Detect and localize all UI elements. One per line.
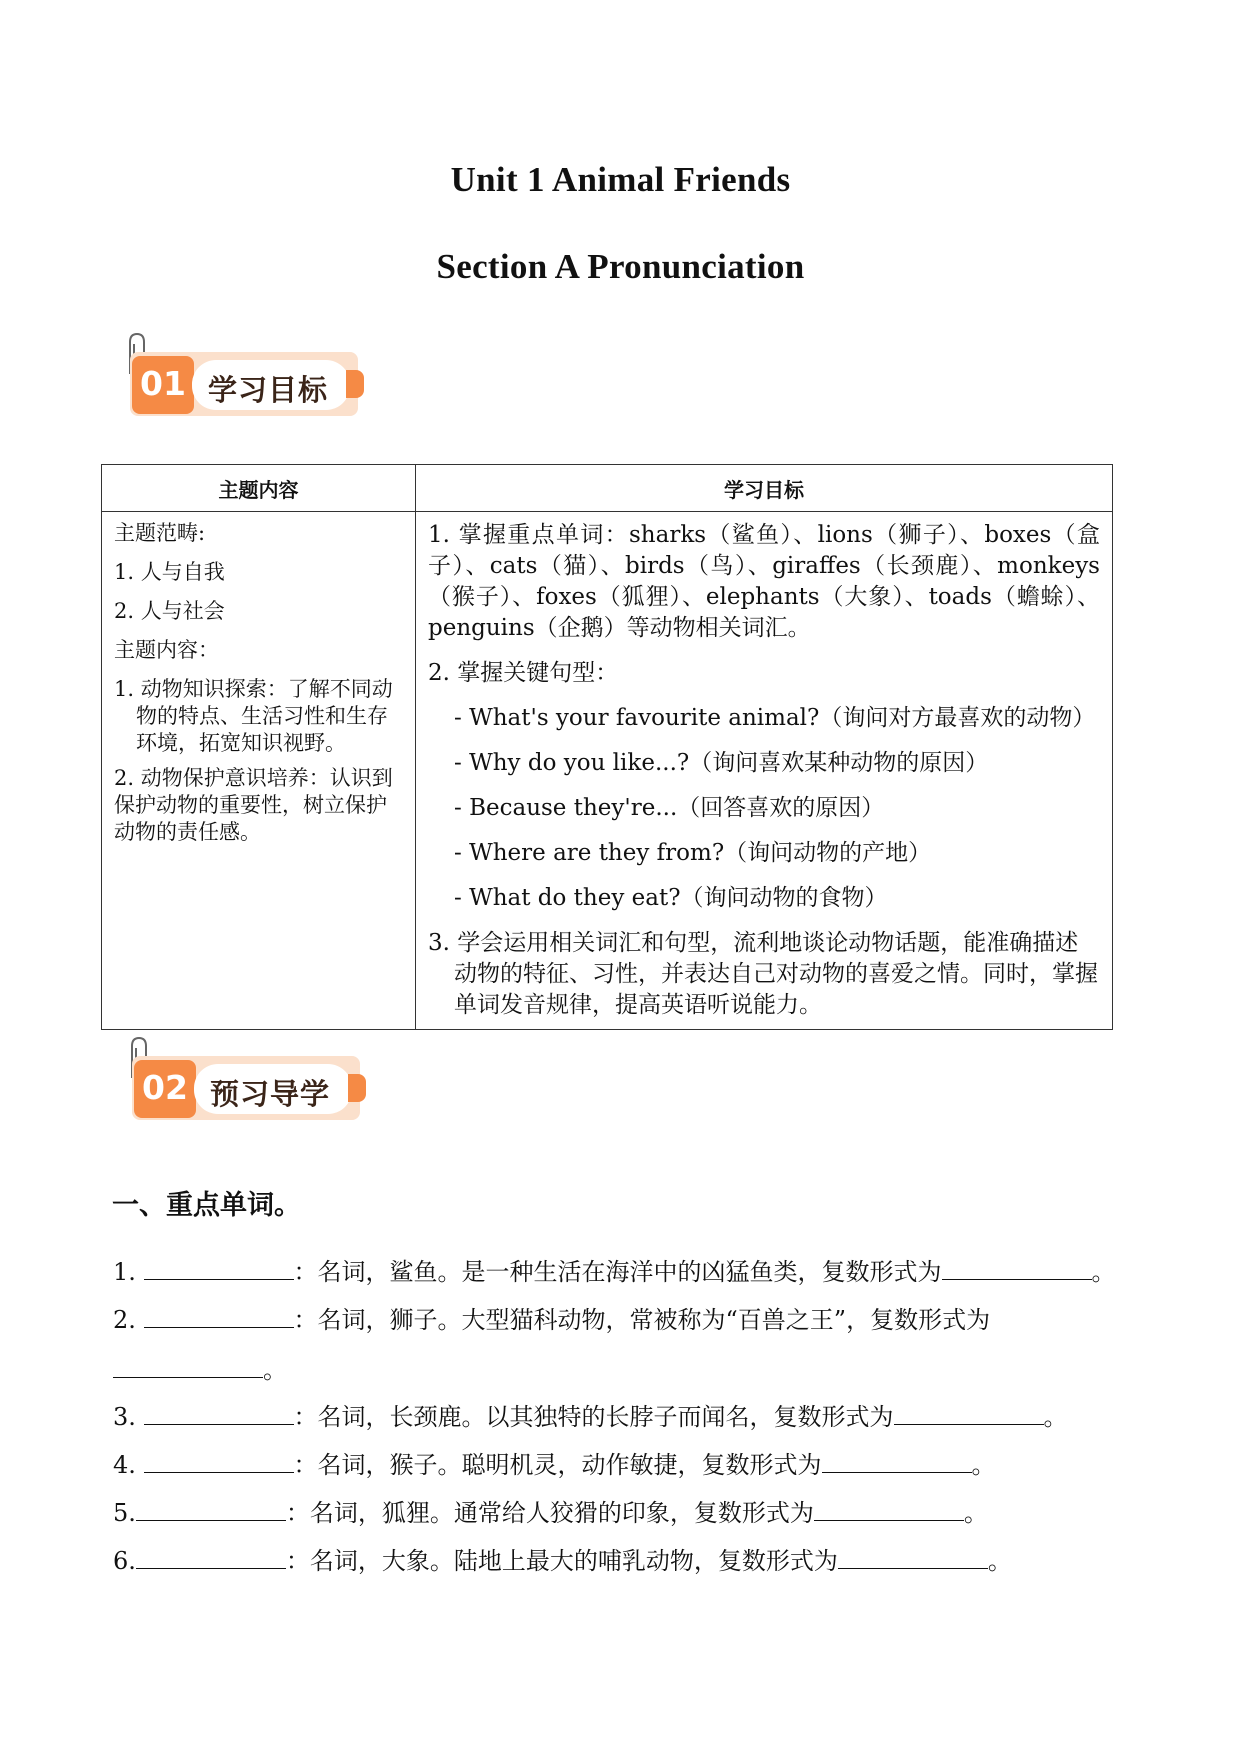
goals-cell	[416, 512, 1113, 1030]
vocab-number: 6.	[113, 1547, 136, 1575]
topic-content-item: 2. 动物保护意识培养：认识到保护动物的重要性，树立保护动物的责任感。	[114, 766, 393, 844]
goals-table	[101, 464, 1113, 1030]
badge-number: 02	[142, 1068, 188, 1107]
goal-item: 1. 掌握重点单词：sharks（鲨鱼）、lions（狮子）、boxes（盒子）、cats（猫）、birds（鸟）、giraffes（长颈鹿）、monkeys（猴子）、foxes（狐狸）、elephants（大象）、toads（蟾蜍）、penguins（企鹅）等动物相关词汇。	[428, 522, 1100, 641]
goal-item: 2. 掌握关键句型：	[428, 660, 619, 686]
vocab-definition: ：名词，长颈鹿。以其独特的长脖子而闻名，复数形式为	[293, 1403, 894, 1431]
plural-blank[interactable]	[822, 1450, 972, 1473]
vocab-number: 1.	[113, 1258, 144, 1286]
vocab-number: 3.	[113, 1403, 144, 1431]
page-title: Unit 1 Animal Friends	[450, 160, 791, 199]
answer-blank[interactable]	[144, 1257, 294, 1280]
plural-blank[interactable]	[838, 1546, 988, 1569]
sentence-pattern: - What do they eat?（询问动物的食物）	[454, 885, 888, 911]
topic-content-item: 1. 动物知识探索：了解不同动物的特点、生活习性和生存环境，拓宽知识视野。	[114, 677, 393, 755]
sentence-pattern: - Why do you like...?（询问喜欢某种动物的原因）	[454, 750, 989, 776]
sentence-pattern: - Where are they from?（询问动物的产地）	[454, 840, 932, 866]
vocab-end: 。	[963, 1499, 988, 1527]
plural-blank[interactable]	[814, 1498, 964, 1521]
vocab-item	[113, 1252, 1116, 1287]
vocab-end: 。	[987, 1547, 1012, 1575]
vocab-definition: ：名词，狮子。大型猫科动物，常被称为“百兽之王”，复数形式为	[293, 1306, 991, 1334]
answer-blank[interactable]	[136, 1546, 286, 1569]
topic-category-label: 主题范畴:	[114, 521, 206, 545]
badge-number: 01	[140, 364, 186, 403]
page-subtitle: Section A Pronunciation	[436, 247, 805, 286]
topic-cell	[102, 512, 416, 1030]
badge-notch	[346, 370, 364, 398]
badge-label: 学习目标	[208, 373, 329, 407]
topic-content-label: 主题内容：	[114, 638, 219, 662]
vocab-item-continuation	[113, 1350, 287, 1385]
section-badge-preview	[122, 1034, 372, 1134]
vocab-item	[113, 1541, 1012, 1576]
vocab-item	[113, 1493, 988, 1528]
vocab-number: 2.	[113, 1306, 144, 1334]
vocab-item	[113, 1397, 1068, 1432]
vocab-end: 。	[1091, 1258, 1116, 1286]
vocab-end: 。	[1043, 1403, 1068, 1431]
vocab-heading: 一、重点单词。	[112, 1190, 301, 1221]
topic-category-item: 1. 人与自我	[114, 560, 225, 584]
vocab-definition: ：名词，狐狸。通常给人狡猾的印象，复数形式为	[285, 1499, 814, 1527]
table-header-row	[102, 465, 1113, 512]
vocab-definition: ：名词，猴子。聪明机灵，动作敏捷，复数形式为	[293, 1451, 822, 1479]
vocab-item	[113, 1300, 990, 1335]
vocab-end: 。	[971, 1451, 996, 1479]
sentence-pattern: - What's your favourite animal?（询问对方最喜欢的动物）	[454, 705, 1096, 731]
vocab-definition: ：名词，鲨鱼。是一种生活在海洋中的凶猛鱼类，复数形式为	[293, 1258, 942, 1286]
answer-blank[interactable]	[144, 1402, 294, 1425]
plural-blank[interactable]	[942, 1257, 1092, 1280]
badge-notch	[348, 1074, 366, 1102]
answer-blank[interactable]	[144, 1450, 294, 1473]
answer-blank[interactable]	[144, 1305, 294, 1328]
plural-blank[interactable]	[894, 1402, 1044, 1425]
table-row	[102, 512, 1113, 1030]
answer-blank[interactable]	[136, 1498, 286, 1521]
vocab-definition: ：名词，大象。陆地上最大的哺乳动物，复数形式为	[285, 1547, 838, 1575]
vocab-number: 5.	[113, 1499, 136, 1527]
vocab-item	[113, 1445, 996, 1480]
goal-item: 3. 学会运用相关词汇和句型，流利地谈论动物话题，能准确描述动物的特征、习性，并表达自己对动物的喜爱之情。同时，掌握单词发音规律，提高英语听说能力。	[428, 930, 1098, 1018]
vocab-number: 4.	[113, 1451, 144, 1479]
table-header-goals: 学习目标	[416, 465, 1113, 512]
plural-blank[interactable]	[113, 1355, 263, 1378]
section-badge-goals	[120, 330, 370, 430]
vocab-end: 。	[263, 1356, 287, 1384]
table-header-topic: 主题内容	[102, 465, 416, 512]
sentence-pattern: - Because they're...（回答喜欢的原因）	[454, 795, 885, 821]
badge-label: 预习导学	[210, 1077, 331, 1111]
topic-category-item: 2. 人与社会	[114, 599, 225, 623]
